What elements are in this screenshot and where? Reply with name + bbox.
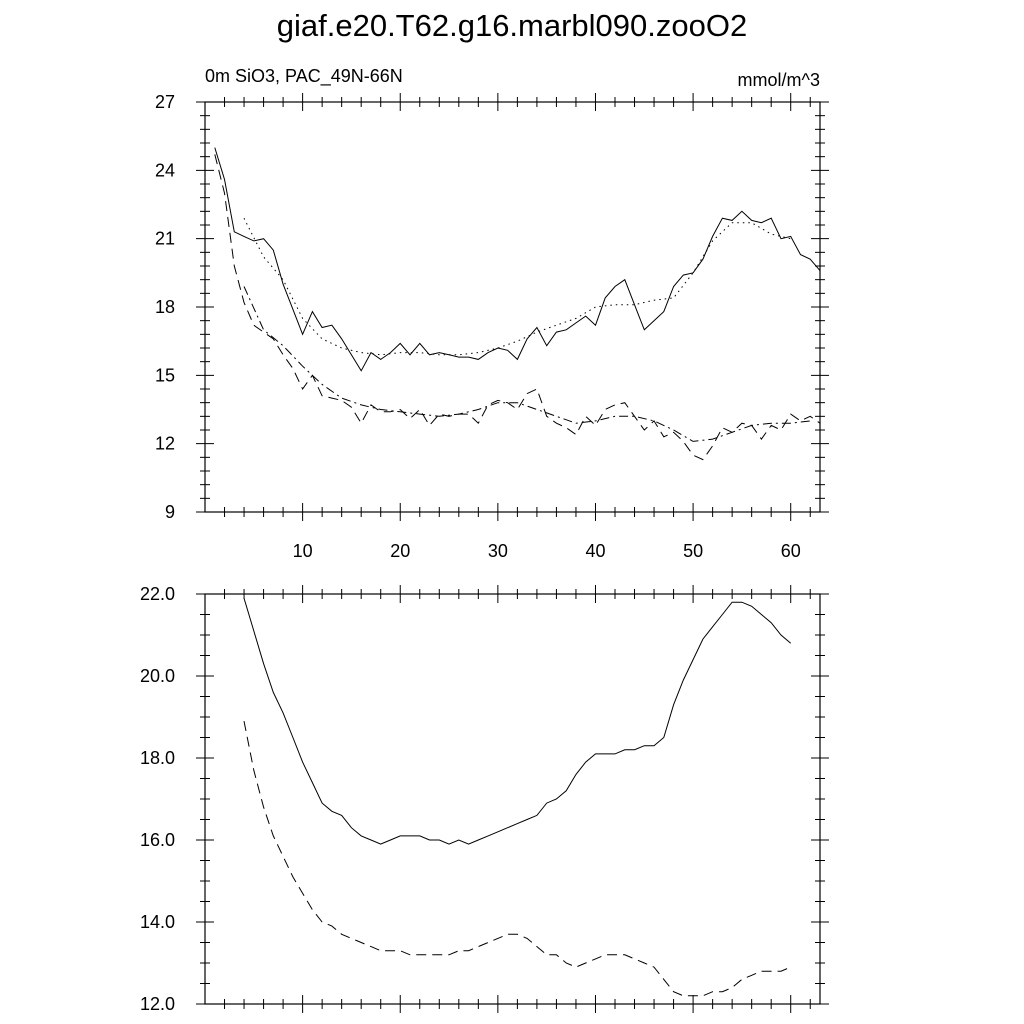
top-ytick-label: 18 — [154, 297, 175, 317]
variable-region-label: 0m SiO3, PAC_49N-66N — [205, 66, 403, 86]
bottom-ytick-label: 18.0 — [139, 748, 175, 768]
bottom-series-dashed-line — [244, 721, 791, 996]
top-series-dashed-line — [215, 154, 820, 459]
top-ytick-label: 12 — [154, 433, 175, 454]
top-series-dotted-line — [244, 218, 791, 355]
bottom-ytick-label: 22.0 — [139, 584, 175, 604]
top-ytick-label: 9 — [164, 502, 175, 522]
bottom-ytick-label: 12.0 — [139, 994, 175, 1014]
top-panel — [155, 92, 829, 561]
units-label: mmol/m^3 — [737, 70, 820, 90]
top-plot-frame — [205, 102, 820, 512]
top-ytick-label: 27 — [154, 92, 175, 112]
top-xtick-label: 20 — [390, 541, 411, 561]
bottom-ytick-label: 14.0 — [139, 912, 175, 932]
top-series-dashdot-line — [244, 287, 810, 442]
top-xtick-label: 60 — [780, 541, 801, 561]
top-ytick-label: 15 — [154, 365, 175, 386]
bottom-ytick-label: 20.0 — [139, 666, 175, 686]
chart-title: giaf.e20.T62.g16.marbl090.zooO2 — [276, 8, 748, 43]
top-xtick-label: 40 — [585, 541, 606, 561]
top-xtick-label: 10 — [292, 541, 313, 561]
top-series-solid-line — [215, 148, 820, 371]
bottom-ytick-label: 16.0 — [139, 830, 175, 850]
bottom-panel — [140, 584, 829, 1014]
bottom-series-solid-line — [244, 598, 791, 844]
top-xtick-label: 30 — [487, 541, 508, 561]
top-ytick-label: 24 — [154, 160, 175, 181]
bottom-plot-frame — [205, 594, 820, 1004]
top-xtick-label: 50 — [683, 541, 704, 561]
top-ytick-label: 21 — [154, 228, 175, 249]
